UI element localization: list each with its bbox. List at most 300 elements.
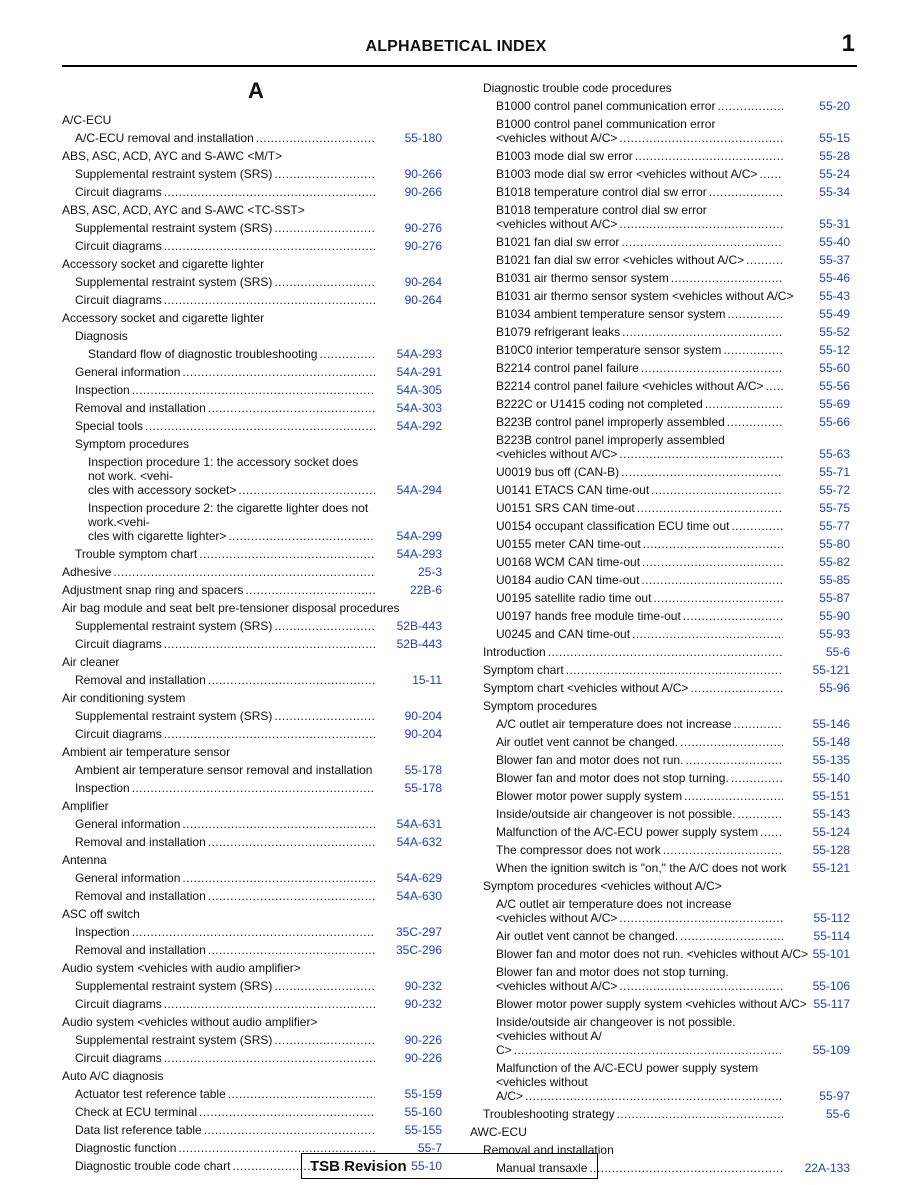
entry-text: A/C-ECU — [62, 113, 112, 127]
entry-text: ABS, ASC, ACD, AYC and S-AWC <TC-SST> — [62, 203, 305, 217]
entry-text: Supplemental restraint system (SRS) — [75, 221, 273, 235]
index-entry[interactable] — [62, 761, 450, 779]
index-entry[interactable] — [470, 395, 858, 413]
page-reference-link[interactable]: 55-109 — [812, 1043, 850, 1057]
entry-text: Blower fan and motor does not stop turning. — [496, 771, 729, 785]
entry-text: AWC-ECU — [470, 1125, 527, 1139]
index-entry[interactable] — [62, 345, 450, 363]
page-reference-link[interactable]: 22A-133 — [804, 1161, 850, 1175]
entry-text: Special tools — [75, 419, 144, 433]
page-reference-link[interactable]: 55-46 — [819, 271, 850, 285]
index-entry[interactable] — [62, 617, 450, 635]
index-heading — [62, 743, 450, 761]
page-reference-link[interactable]: 55-63 — [819, 447, 850, 461]
leader-dots — [637, 501, 783, 515]
page-reference-link[interactable]: 90-276 — [404, 239, 442, 253]
leader-dots — [164, 727, 375, 741]
entry-text-continued: cles with accessory socket> — [88, 483, 237, 497]
leader-dots — [617, 1107, 783, 1121]
entry-text: Diagnosis — [75, 329, 128, 343]
page-reference-link[interactable]: 55-52 — [819, 325, 850, 339]
page-reference-link[interactable]: 55-97 — [819, 1089, 850, 1103]
index-entry[interactable] — [62, 581, 450, 599]
page-reference-link[interactable]: 54A-632 — [396, 835, 442, 849]
page-reference-link[interactable]: 54A-299 — [396, 529, 442, 543]
page-reference-link[interactable]: 55-93 — [819, 627, 850, 641]
index-entry[interactable] — [470, 323, 858, 341]
page-reference-link[interactable]: 55-121 — [812, 663, 850, 677]
page-reference-link[interactable]: 55-90 — [819, 609, 850, 623]
leader-dots — [274, 275, 375, 289]
entry-text-continued: A/C> — [496, 1089, 524, 1103]
entry-text: Diagnostic trouble code chart — [75, 1159, 231, 1173]
page-reference-link[interactable]: 55-114 — [813, 929, 850, 943]
entry-text: B1003 mode dial sw error <vehicles without A/C> — [496, 167, 758, 181]
entry-text: B1031 air thermo sensor system — [496, 271, 669, 285]
page-reference-link[interactable]: 55-140 — [812, 771, 850, 785]
page-reference-link[interactable]: 55-178 — [404, 781, 442, 795]
entry-text-continued: C> — [496, 1043, 512, 1057]
tsb-revision-box — [301, 1153, 598, 1179]
index-heading — [470, 877, 858, 895]
page-reference-link[interactable]: 90-264 — [404, 293, 442, 307]
leader-dots — [566, 663, 783, 677]
index-entry[interactable] — [470, 201, 858, 233]
page-reference-link[interactable]: 55-37 — [819, 253, 850, 267]
index-entry[interactable] — [62, 995, 450, 1013]
index-entry[interactable] — [470, 359, 858, 377]
page-reference-link[interactable]: 55-135 — [812, 753, 850, 767]
entry-text: Accessory socket and cigarette lighter — [62, 311, 265, 325]
index-entry[interactable] — [62, 165, 450, 183]
entry-text: Inspection — [75, 781, 130, 795]
page-reference-link[interactable]: 55-155 — [404, 1123, 442, 1137]
index-entry[interactable] — [470, 945, 858, 963]
index-heading — [62, 309, 450, 327]
page-reference-link[interactable]: 55-180 — [404, 131, 442, 145]
page-reference-link[interactable]: 90-204 — [404, 709, 442, 723]
index-entry[interactable] — [470, 589, 858, 607]
page-reference-link[interactable]: 55-20 — [819, 99, 850, 113]
entry-text: Circuit diagrams — [75, 727, 162, 741]
page-reference-link[interactable]: 54A-631 — [396, 817, 442, 831]
entry-text: ASC off switch — [62, 907, 140, 921]
entry-text: Air conditioning system — [62, 691, 186, 705]
entry-text: Supplemental restraint system (SRS) — [75, 709, 273, 723]
entry-text: B2214 control panel failure — [496, 361, 639, 375]
leader-dots — [228, 529, 375, 543]
entry-text: Trouble symptom chart — [75, 547, 198, 561]
entry-text: Manual transaxle — [496, 1161, 588, 1175]
page-reference-link[interactable]: 54A-291 — [396, 365, 442, 379]
entry-text: U0151 SRS CAN time-out — [496, 501, 635, 515]
page-reference-link[interactable]: 54A-305 — [396, 383, 442, 397]
index-entry[interactable] — [470, 517, 858, 535]
entry-text: Blower motor power supply system — [496, 789, 683, 803]
index-entry[interactable] — [470, 269, 858, 287]
page-reference-link[interactable]: 55-85 — [819, 573, 850, 587]
index-entry[interactable] — [62, 381, 450, 399]
page-reference-link[interactable]: 55-128 — [812, 843, 850, 857]
entry-text: Air outlet vent cannot be changed. — [496, 735, 679, 749]
page-reference-link[interactable]: 55-7 — [417, 1141, 442, 1155]
leader-dots — [182, 871, 375, 885]
index-entry[interactable] — [470, 431, 858, 463]
index-entry[interactable] — [62, 417, 450, 435]
page-reference-link[interactable]: 55-6 — [825, 1107, 850, 1121]
index-entry[interactable] — [62, 815, 450, 833]
index-entry[interactable] — [470, 859, 858, 877]
index-heading — [62, 255, 450, 273]
entry-text: Symptom chart <vehicles without A/C> — [483, 681, 689, 695]
page-reference-link[interactable]: 55-96 — [819, 681, 850, 695]
index-entry[interactable] — [470, 607, 858, 625]
leader-dots — [182, 365, 375, 379]
index-column-left — [62, 111, 450, 1175]
index-entry[interactable] — [470, 751, 858, 769]
leader-dots — [182, 817, 375, 831]
entry-text: Symptom procedures — [483, 699, 598, 713]
index-entry[interactable] — [62, 1103, 450, 1121]
index-entry[interactable] — [62, 563, 450, 581]
entry-text: Check at ECU terminal — [75, 1105, 198, 1119]
leader-dots — [274, 979, 375, 993]
entry-text: Adjustment snap ring and spacers — [62, 583, 244, 597]
page-reference-link[interactable]: 54A-293 — [396, 547, 442, 561]
page-reference-link[interactable]: 22B-6 — [409, 583, 442, 597]
index-entry[interactable] — [62, 399, 450, 417]
index-heading — [62, 797, 450, 815]
leader-dots — [274, 221, 375, 235]
page-reference-link[interactable]: 55-66 — [819, 415, 850, 429]
leader-dots — [199, 547, 375, 561]
leader-dots — [766, 379, 784, 393]
index-entry[interactable] — [62, 183, 450, 201]
page-reference-link[interactable]: 55-49 — [819, 307, 850, 321]
entry-text: Antenna — [62, 853, 107, 867]
leader-dots — [619, 217, 783, 231]
page-reference-link[interactable]: 90-204 — [404, 727, 442, 741]
index-entry[interactable] — [470, 481, 858, 499]
index-entry[interactable] — [470, 499, 858, 517]
page-reference-link[interactable]: 52B-443 — [396, 619, 442, 633]
page-reference-link[interactable]: 55-28 — [819, 149, 850, 163]
page-reference-link[interactable]: 55-12 — [819, 343, 850, 357]
page-reference-link[interactable]: 55-82 — [819, 555, 850, 569]
page-reference-link[interactable]: 55-15 — [819, 131, 850, 145]
index-entry[interactable] — [470, 535, 858, 553]
entry-text: U0155 meter CAN time-out — [496, 537, 641, 551]
index-entry[interactable] — [62, 779, 450, 797]
page-reference-link[interactable]: 55-72 — [819, 483, 850, 497]
index-entry[interactable] — [62, 887, 450, 905]
page-reference-link[interactable]: 90-232 — [404, 997, 442, 1011]
entry-text: When the ignition switch is "on," the A/C does not work — [496, 861, 787, 875]
entry-text: Blower fan and motor does not run. — [496, 753, 684, 767]
entry-text: Diagnostic trouble code procedures — [483, 81, 672, 95]
index-entry[interactable] — [470, 571, 858, 589]
entry-text: A/C outlet air temperature does not increase — [496, 897, 732, 911]
index-entry[interactable] — [470, 995, 858, 1013]
page-reference-link[interactable]: 55-34 — [819, 185, 850, 199]
page-reference-link[interactable]: 25-3 — [417, 565, 442, 579]
page-reference-link[interactable]: 55-151 — [812, 789, 850, 803]
entry-text: U0184 audio CAN time-out — [496, 573, 640, 587]
page-reference-link[interactable]: 90-266 — [404, 185, 442, 199]
leader-dots — [621, 465, 783, 479]
entry-text: Circuit diagrams — [75, 293, 162, 307]
page-reference-link[interactable]: 55-101 — [812, 947, 850, 961]
entry-text: General information — [75, 817, 181, 831]
page-reference-link[interactable]: 55-77 — [819, 519, 850, 533]
index-entry[interactable] — [470, 733, 858, 751]
entry-text: Symptom procedures — [75, 437, 190, 451]
page-reference-link[interactable]: 55-143 — [812, 807, 850, 821]
page-reference-link[interactable]: 15-11 — [412, 673, 442, 687]
index-entry[interactable] — [470, 1105, 858, 1123]
index-heading — [470, 1123, 858, 1141]
page-reference-link[interactable]: 35C-297 — [395, 925, 442, 939]
index-entry[interactable] — [470, 661, 858, 679]
leader-dots — [208, 673, 375, 687]
entry-text: ABS, ASC, ACD, AYC and S-AWC <M/T> — [62, 149, 283, 163]
index-entry[interactable] — [62, 941, 450, 959]
index-entry[interactable] — [470, 787, 858, 805]
page-reference-link[interactable]: 55-6 — [825, 645, 850, 659]
leader-dots — [113, 565, 375, 579]
page-reference-link[interactable]: 35C-296 — [395, 943, 442, 957]
entry-text: Removal and installation — [75, 943, 206, 957]
entry-text: Removal and installation — [75, 889, 206, 903]
page-reference-link[interactable]: 55-75 — [819, 501, 850, 515]
index-heading — [470, 79, 858, 97]
entry-text: Blower fan and motor does not run. <vehicles without A/C> — [496, 947, 809, 961]
leader-dots — [635, 149, 783, 163]
index-heading — [62, 1013, 450, 1031]
index-entry[interactable] — [470, 805, 858, 823]
index-entry[interactable] — [470, 233, 858, 251]
leader-dots — [164, 637, 375, 651]
index-entry[interactable] — [62, 671, 450, 689]
index-entry[interactable] — [62, 499, 450, 545]
entry-text: Blower motor power supply system <vehicles without A/C> — [496, 997, 807, 1011]
page-reference-link[interactable]: 54A-303 — [396, 401, 442, 415]
leader-dots — [641, 361, 783, 375]
page-reference-link[interactable]: 90-266 — [404, 167, 442, 181]
leader-dots — [723, 343, 783, 357]
index-entry[interactable] — [62, 291, 450, 309]
page-reference-link[interactable]: 55-112 — [813, 911, 850, 925]
leader-dots — [619, 911, 783, 925]
leader-dots — [621, 235, 783, 249]
index-entry[interactable] — [62, 129, 450, 147]
entry-text: Actuator test reference table — [75, 1087, 226, 1101]
index-entry[interactable] — [470, 769, 858, 787]
page-reference-link[interactable]: 55-148 — [812, 735, 850, 749]
leader-dots — [622, 325, 783, 339]
page-reference-link[interactable]: 90-226 — [404, 1051, 442, 1065]
leader-dots — [619, 979, 783, 993]
index-entry[interactable] — [470, 305, 858, 323]
leader-dots — [164, 997, 375, 1011]
leader-dots — [245, 583, 375, 597]
index-entry[interactable] — [62, 1121, 450, 1139]
index-entry[interactable] — [62, 1049, 450, 1067]
page-reference-link[interactable]: 55-178 — [404, 763, 442, 777]
page-reference-link[interactable]: 55-160 — [404, 1105, 442, 1119]
index-entry[interactable] — [470, 963, 858, 995]
index-entry[interactable] — [62, 545, 450, 563]
leader-dots — [653, 591, 783, 605]
index-entry[interactable] — [470, 341, 858, 359]
entry-text: Circuit diagrams — [75, 1051, 162, 1065]
page-reference-link[interactable]: 54A-629 — [396, 871, 442, 885]
index-entry[interactable] — [470, 553, 858, 571]
index-column-right — [470, 79, 858, 1177]
index-entry[interactable] — [62, 1085, 450, 1103]
page-reference-link[interactable]: 54A-292 — [396, 419, 442, 433]
index-entry[interactable] — [62, 453, 450, 499]
entry-text: Removal and installation — [75, 835, 206, 849]
page-reference-link[interactable]: 55-124 — [812, 825, 850, 839]
index-entry[interactable] — [470, 643, 858, 661]
entry-text-continued: cles with cigarette lighter> — [88, 529, 227, 543]
entry-text: U0019 bus off (CAN-B) — [496, 465, 620, 479]
index-entry[interactable] — [62, 833, 450, 851]
index-entry[interactable] — [470, 841, 858, 859]
index-entry[interactable] — [62, 725, 450, 743]
index-entry[interactable] — [62, 977, 450, 995]
entry-text: Removal and installation — [75, 673, 206, 687]
entry-text: U0154 occupant classification ECU time out — [496, 519, 730, 533]
entry-text: Inspection — [75, 383, 130, 397]
page-reference-link[interactable]: 55-146 — [812, 717, 850, 731]
page-reference-link[interactable]: 55-69 — [819, 397, 850, 411]
leader-dots — [256, 131, 375, 145]
index-entry[interactable] — [62, 707, 450, 725]
entry-text: A/C-ECU removal and installation — [75, 131, 254, 145]
index-entry[interactable] — [470, 625, 858, 643]
index-entry[interactable] — [62, 869, 450, 887]
index-entry[interactable] — [470, 1013, 858, 1059]
leader-dots — [705, 397, 783, 411]
index-heading — [62, 111, 450, 129]
page-reference-link[interactable]: 55-24 — [819, 167, 850, 181]
index-entry[interactable] — [62, 923, 450, 941]
leader-dots — [731, 519, 783, 533]
page-reference-link[interactable]: 90-276 — [404, 221, 442, 235]
entry-text: The compressor does not work — [496, 843, 661, 857]
entry-text: Inspection procedure 1: the accessory socket does not work. <vehi- — [88, 455, 359, 483]
page-reference-link[interactable]: 55-31 — [819, 217, 850, 231]
leader-dots — [274, 619, 375, 633]
index-entry[interactable] — [470, 413, 858, 431]
entry-text: U0141 ETACS CAN time-out — [496, 483, 650, 497]
entry-text: Removal and installation — [483, 1143, 614, 1157]
page-reference-link[interactable]: 55-56 — [819, 379, 850, 393]
index-entry[interactable] — [470, 183, 858, 201]
page-reference-link[interactable]: 55-106 — [812, 979, 850, 993]
entry-text: Symptom chart — [483, 663, 564, 677]
index-entry[interactable] — [470, 147, 858, 165]
leader-dots — [733, 717, 783, 731]
entry-text: Removal and installation — [75, 401, 206, 415]
index-entry[interactable] — [62, 237, 450, 255]
page-reference-link[interactable]: 90-232 — [404, 979, 442, 993]
index-entry[interactable] — [62, 363, 450, 381]
page-reference-link[interactable]: 55-87 — [819, 591, 850, 605]
page-reference-link[interactable]: 55-121 — [812, 861, 850, 875]
page-reference-link[interactable]: 55-159 — [404, 1087, 442, 1101]
entry-text: Supplemental restraint system (SRS) — [75, 1033, 273, 1047]
index-entry[interactable] — [470, 165, 858, 183]
index-entry[interactable] — [470, 1059, 858, 1105]
page-reference-link[interactable]: 55-10 — [411, 1159, 442, 1173]
entry-text: Standard flow of diagnostic troubleshooting — [88, 347, 318, 361]
index-entry[interactable] — [470, 715, 858, 733]
entry-text: Audio system <vehicles with audio amplifier> — [62, 961, 301, 975]
leader-dots — [760, 825, 783, 839]
index-entry[interactable] — [62, 219, 450, 237]
entry-text: B1000 control panel communication error — [496, 99, 716, 113]
entry-text: Ambient air temperature sensor — [62, 745, 231, 759]
index-entry[interactable] — [62, 1031, 450, 1049]
index-entry[interactable] — [470, 679, 858, 697]
page-reference-link[interactable]: 55-117 — [813, 997, 850, 1011]
entry-text: Amplifier — [62, 799, 109, 813]
page-reference-link[interactable]: 90-226 — [404, 1033, 442, 1047]
page-reference-link[interactable]: 52B-443 — [396, 637, 442, 651]
index-entry[interactable] — [470, 287, 858, 305]
entry-text: U0197 hands free module time-out — [496, 609, 681, 623]
leader-dots — [632, 627, 783, 641]
page-reference-link[interactable]: 90-264 — [404, 275, 442, 289]
index-entry[interactable] — [470, 927, 858, 945]
entry-text: B1031 air thermo sensor system <vehicles without A/C> — [496, 289, 794, 303]
page-reference-link[interactable]: 55-40 — [819, 235, 850, 249]
entry-text: Diagnostic function — [75, 1141, 177, 1155]
index-entry[interactable] — [470, 823, 858, 841]
leader-dots — [663, 843, 783, 857]
index-entry[interactable] — [470, 97, 858, 115]
index-entry[interactable] — [62, 273, 450, 291]
leader-dots — [642, 555, 783, 569]
entry-text: A/C outlet air temperature does not increase — [496, 717, 732, 731]
index-entry[interactable] — [62, 635, 450, 653]
index-entry[interactable] — [470, 251, 858, 269]
leader-dots — [641, 573, 783, 587]
leader-dots — [671, 271, 783, 285]
index-entry[interactable] — [470, 377, 858, 395]
index-entry[interactable] — [470, 115, 858, 147]
index-entry[interactable] — [470, 895, 858, 927]
page-reference-link[interactable]: 54A-293 — [396, 347, 442, 361]
page-reference-link[interactable]: 55-71 — [819, 465, 850, 479]
leader-dots — [132, 383, 375, 397]
leader-dots — [274, 167, 375, 181]
page-reference-link[interactable]: 55-80 — [819, 537, 850, 551]
page-reference-link[interactable]: 54A-294 — [396, 483, 442, 497]
leader-dots — [208, 835, 375, 849]
entry-text: Supplemental restraint system (SRS) — [75, 979, 273, 993]
page-reference-link[interactable]: 55-43 — [819, 289, 850, 303]
index-entry[interactable] — [470, 463, 858, 481]
leader-dots — [132, 781, 375, 795]
entry-text: B223B control panel improperly assembled — [496, 415, 725, 429]
entry-text-continued: <vehicles without A/C> — [496, 131, 618, 145]
page-reference-link[interactable]: 55-60 — [819, 361, 850, 375]
page-reference-link[interactable]: 54A-630 — [396, 889, 442, 903]
